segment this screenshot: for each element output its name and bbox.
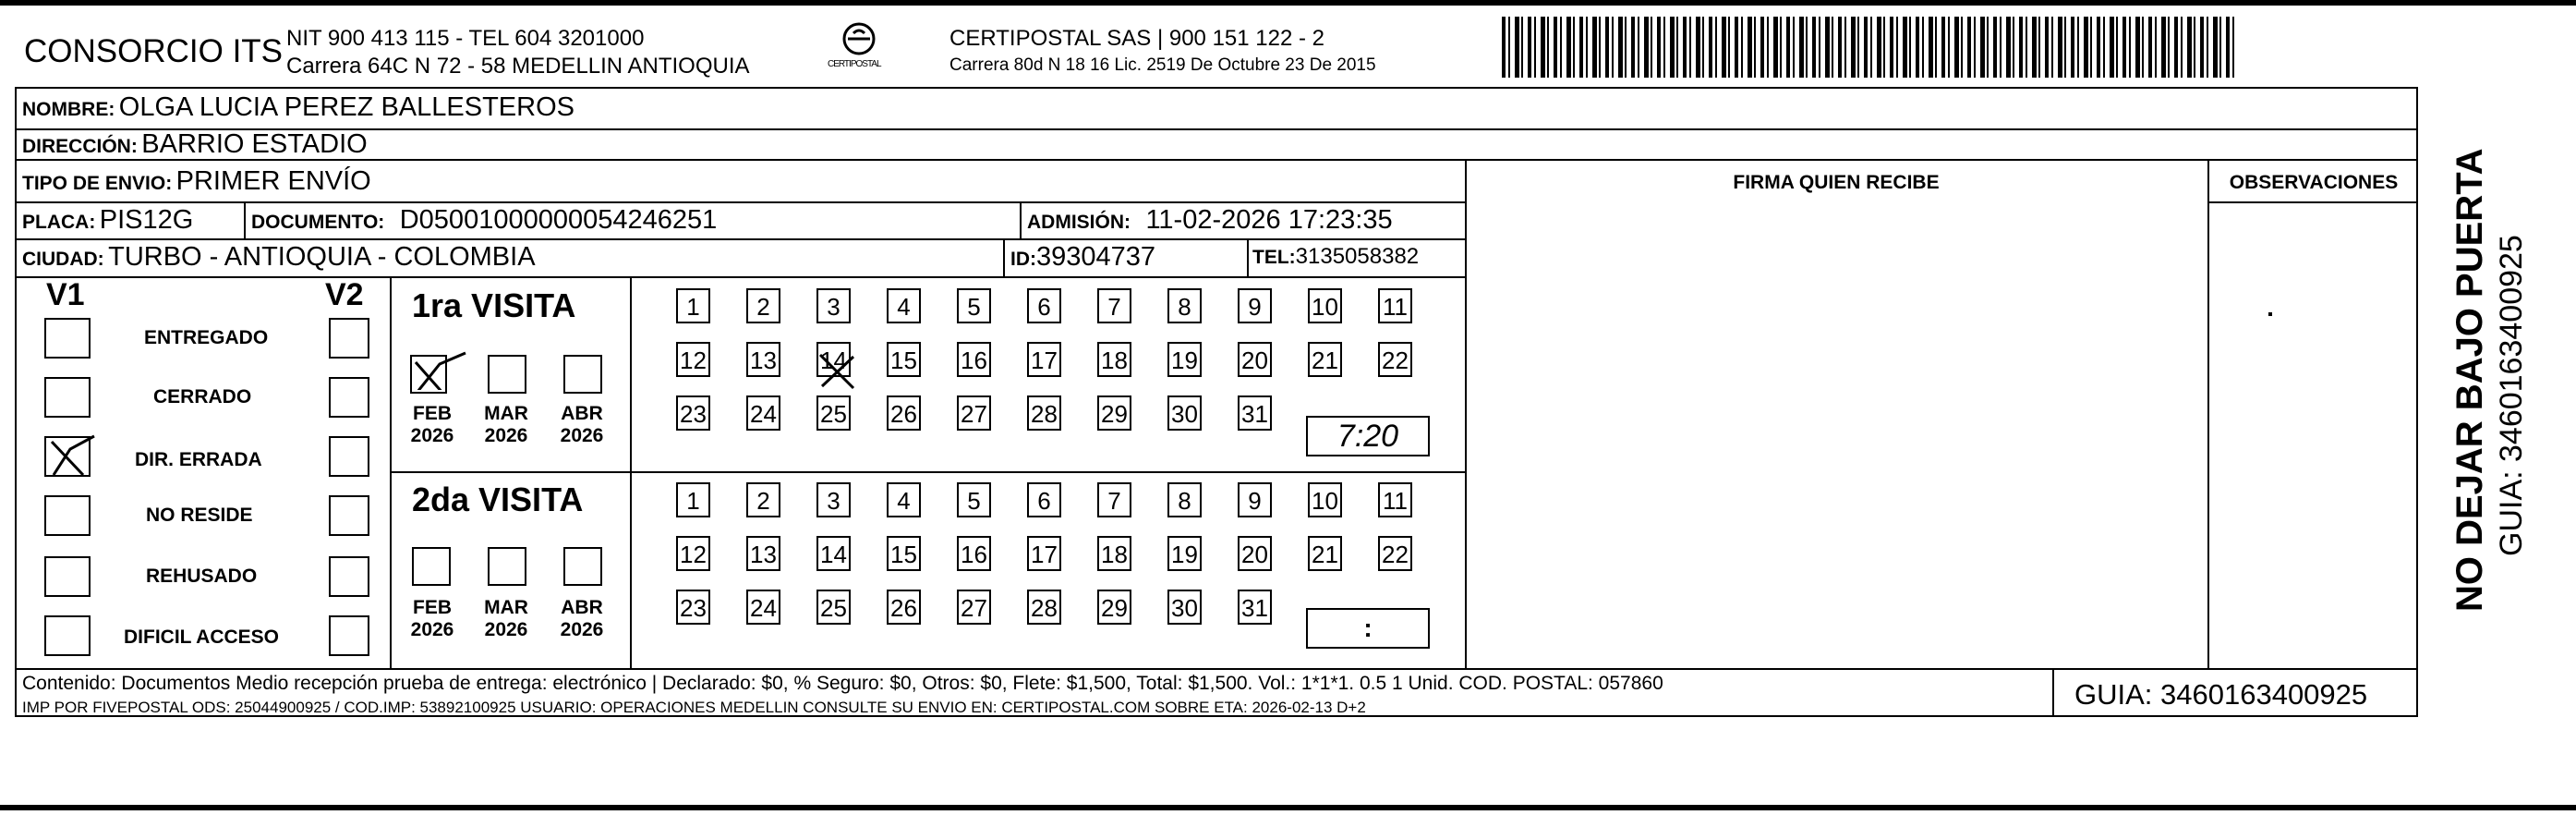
barcode — [1502, 17, 2236, 78]
v2-checkbox-dir-errada[interactable] — [329, 436, 369, 477]
visit-1-day-27[interactable]: 27 — [957, 395, 991, 431]
visit-1-day-8[interactable]: 8 — [1167, 288, 1202, 323]
month-label: FEB — [413, 403, 452, 424]
visit-2-day-27[interactable]: 27 — [957, 590, 991, 625]
status-label-dir-errada: DIR. ERRADA — [135, 449, 262, 470]
carrier-line-2: Carrera 80d N 18 16 Lic. 2519 De Octubre 23 De 2015 — [949, 55, 1376, 75]
footer-line-1: Contenido: Documentos Medio recepción prueba de entrega: electrónico | Declarado: $0, % Seguro: $0, Otros: $0, Flete: $1,500, Total: $1,500. Vol.: 1*1*1. 0.5 1 Unid. COD. POSTAL: 057860 — [22, 673, 1663, 694]
visit-1-day-26[interactable]: 26 — [887, 395, 921, 431]
visit-1-day-9[interactable]: 9 — [1238, 288, 1272, 323]
visit-2-day-23[interactable]: 23 — [676, 590, 710, 625]
visit-1-day-31[interactable]: 31 — [1238, 395, 1272, 431]
month-label: FEB — [413, 597, 452, 618]
tipo-label: TIPO DE ENVIO: — [22, 173, 173, 194]
visit-2-day-16[interactable]: 16 — [957, 536, 991, 571]
visit-1-month-feb-checkbox[interactable] — [410, 355, 447, 394]
visit-1-day-18[interactable]: 18 — [1097, 342, 1131, 377]
visit-1-day-12[interactable]: 12 — [676, 342, 710, 377]
company-line-1: NIT 900 413 115 - TEL 604 3201000 — [286, 26, 645, 51]
placa-row — [22, 205, 193, 236]
year-label: 2026 — [560, 425, 604, 446]
tipo-value: PRIMER ENVÍO — [175, 166, 371, 196]
visit-1-day-1[interactable]: 1 — [676, 288, 710, 323]
visit-1-month-abr-checkbox[interactable] — [563, 355, 602, 394]
visit-1-day-24[interactable]: 24 — [746, 395, 780, 431]
visit-2-month-abr-checkbox[interactable] — [563, 547, 602, 586]
documento-value: D05001000000054246251 — [399, 205, 718, 235]
visit-2-day-22[interactable]: 22 — [1378, 536, 1412, 571]
footer-guia: GUIA: 3460163400925 — [2074, 678, 2368, 711]
visit-2-day-30[interactable]: 30 — [1167, 590, 1202, 625]
visit-2-day-14[interactable]: 14 — [816, 536, 851, 571]
id-value: 39304737 — [1036, 242, 1156, 272]
visit-1-day-17[interactable]: 17 — [1027, 342, 1061, 377]
visit-1-day-5[interactable]: 5 — [957, 288, 991, 323]
visit-2-day-31[interactable]: 31 — [1238, 590, 1272, 625]
tel-value: 3135058382 — [1295, 244, 1420, 269]
visit-1-day-23[interactable]: 23 — [676, 395, 710, 431]
check-mark-icon — [42, 429, 98, 477]
status-label-dificil-acceso: DIFICIL ACCESO — [124, 626, 280, 648]
direccion-label: DIRECCIÓN: — [22, 136, 138, 157]
v1-checkbox-cerrado[interactable] — [44, 377, 91, 418]
visit-2-day-2[interactable]: 2 — [746, 482, 780, 517]
visit-2-day-29[interactable]: 29 — [1097, 590, 1131, 625]
carrier-line-1: CERTIPOSTAL SAS | 900 151 122 - 2 — [949, 26, 1324, 51]
visit-2-day-28[interactable]: 28 — [1027, 590, 1061, 625]
year-label: 2026 — [484, 425, 528, 446]
admision-row — [1027, 205, 1393, 236]
day-14-cross-icon — [816, 351, 857, 392]
visit-1-day-21[interactable]: 21 — [1308, 342, 1342, 377]
v2-checkbox-rehusado[interactable] — [329, 556, 369, 597]
visit-2-day-6[interactable]: 6 — [1027, 482, 1061, 517]
tel-row — [1252, 244, 1419, 270]
visit-2-day-19[interactable]: 19 — [1167, 536, 1202, 571]
year-label: 2026 — [410, 425, 454, 446]
top-rule — [0, 0, 2576, 6]
visit-1-day-6[interactable]: 6 — [1027, 288, 1061, 323]
visit-2-day-7[interactable]: 7 — [1097, 482, 1131, 517]
v2-checkbox-dificil-acceso[interactable] — [329, 615, 369, 656]
visit-1-day-14[interactable]: 14 — [816, 342, 851, 377]
footer-line-2: IMP POR FIVEPOSTAL ODS: 25044900925 / COD.IMP: 53892100925 USUARIO: OPERACIONES MEDELLIN CONSULTE SU ENVIO EN: CERTIPOSTAL.COM SOBRE ETA: 2026-02-13 D+2 — [22, 699, 1366, 716]
visit-2-day-17[interactable]: 17 — [1027, 536, 1061, 571]
v2-checkbox-entregado[interactable] — [329, 318, 369, 359]
ciudad-row — [22, 242, 536, 273]
visit-2-day-11[interactable]: 11 — [1378, 482, 1412, 517]
visit-1-month-abr — [554, 403, 610, 447]
year-label: 2026 — [560, 619, 604, 640]
side-warning: NO DEJAR BAJO PUERTA — [2449, 148, 2490, 612]
visit-2-day-15[interactable]: 15 — [887, 536, 921, 571]
visit-2-title: 2da VISITA — [412, 480, 584, 518]
year-label: 2026 — [484, 619, 528, 640]
visit-1-day-25[interactable]: 25 — [816, 395, 851, 431]
admision-value: 11-02-2026 17:23:35 — [1145, 205, 1393, 235]
visit-2-day-18[interactable]: 18 — [1097, 536, 1131, 571]
observaciones-header: OBSERVACIONES — [2229, 172, 2399, 193]
month-label: MAR — [484, 597, 528, 618]
visit-1-day-15[interactable]: 15 — [887, 342, 921, 377]
tipo-row — [22, 166, 371, 197]
v1-checkbox-dir-errada[interactable] — [44, 436, 91, 477]
visit-2-day-26[interactable]: 26 — [887, 590, 921, 625]
visit-2-month-mar-checkbox[interactable] — [488, 547, 526, 586]
visit-1-day-29[interactable]: 29 — [1097, 395, 1131, 431]
visit-1-time: 7:20 — [1336, 419, 1399, 454]
v1-checkbox-entregado[interactable] — [44, 318, 91, 359]
visit-2-month-feb-checkbox[interactable] — [412, 547, 451, 586]
visit-2-day-8[interactable]: 8 — [1167, 482, 1202, 517]
ciudad-value: TURBO - ANTIOQUIA - COLOMBIA — [108, 242, 536, 272]
visit-2-day-10[interactable]: 10 — [1308, 482, 1342, 517]
side-guia: GUIA: 3460163400925 — [2494, 235, 2529, 556]
status-label-entregado: ENTREGADO — [144, 327, 269, 348]
visit-1-day-10[interactable]: 10 — [1308, 288, 1342, 323]
placa-value: PIS12G — [99, 205, 194, 235]
month-label: ABR — [561, 403, 603, 424]
logo-text: CERTIPOSTAL — [828, 59, 881, 69]
visit-1-day-20[interactable]: 20 — [1238, 342, 1272, 377]
visit-2-month-abr — [554, 597, 610, 641]
year-label: 2026 — [410, 619, 454, 640]
visit-1-day-22[interactable]: 22 — [1378, 342, 1412, 377]
visit-2-day-3[interactable]: 3 — [816, 482, 851, 517]
v1-checkbox-no-reside[interactable] — [44, 495, 91, 536]
observaciones-mark — [2268, 312, 2272, 316]
visit-2-time: : — [1363, 614, 1373, 642]
visit-1-title: 1ra VISITA — [412, 286, 576, 324]
visit-1-day-4[interactable]: 4 — [887, 288, 921, 323]
v2-checkbox-cerrado[interactable] — [329, 377, 369, 418]
company-name: CONSORCIO ITS — [24, 33, 284, 69]
id-label: ID: — [1010, 249, 1036, 270]
visit-2-day-9[interactable]: 9 — [1238, 482, 1272, 517]
visit-1-day-28[interactable]: 28 — [1027, 395, 1061, 431]
visit-2-time-box[interactable] — [1306, 608, 1430, 649]
visit-1-day-2[interactable]: 2 — [746, 288, 780, 323]
check-mark-icon — [408, 344, 469, 390]
visit-1-day-30[interactable]: 30 — [1167, 395, 1202, 431]
nombre-row — [22, 92, 574, 123]
v1-header: V1 — [46, 277, 85, 312]
visit-2-day-24[interactable]: 24 — [746, 590, 780, 625]
visit-2-day-5[interactable]: 5 — [957, 482, 991, 517]
visit-2-month-mar — [478, 597, 534, 641]
month-label: MAR — [484, 403, 528, 424]
visit-1-day-7[interactable]: 7 — [1097, 288, 1131, 323]
month-label: ABR — [561, 597, 603, 618]
visit-1-day-3[interactable]: 3 — [816, 288, 851, 323]
visit-2-day-25[interactable]: 25 — [816, 590, 851, 625]
tel-label: TEL: — [1252, 247, 1296, 268]
id-row — [1010, 242, 1155, 273]
visit-1-month-mar — [478, 403, 534, 447]
status-label-cerrado: CERRADO — [153, 386, 252, 408]
visit-2-day-1[interactable]: 1 — [676, 482, 710, 517]
direccion-value: BARRIO ESTADIO — [141, 129, 368, 159]
documento-label: DOCUMENTO: — [251, 212, 385, 233]
direccion-row — [22, 129, 368, 160]
visit-1-day-11[interactable]: 11 — [1378, 288, 1412, 323]
visit-2-day-4[interactable]: 4 — [887, 482, 921, 517]
bottom-rule — [0, 805, 2576, 810]
visit-1-day-16[interactable]: 16 — [957, 342, 991, 377]
v1-checkbox-rehusado[interactable] — [44, 556, 91, 597]
visit-2-day-21[interactable]: 21 — [1308, 536, 1342, 571]
v2-header: V2 — [325, 277, 364, 312]
visit-1-month-feb — [405, 403, 460, 447]
documento-row — [251, 205, 717, 236]
v1-checkbox-dificil-acceso[interactable] — [44, 615, 91, 656]
nombre-label: NOMBRE: — [22, 99, 115, 120]
company-line-2: Carrera 64C N 72 - 58 MEDELLIN ANTIOQUIA — [286, 54, 750, 79]
visit-1-day-13[interactable]: 13 — [746, 342, 780, 377]
ciudad-label: CIUDAD: — [22, 249, 104, 270]
visit-2-month-feb — [405, 597, 460, 641]
v2-checkbox-no-reside[interactable] — [329, 495, 369, 536]
placa-label: PLACA: — [22, 212, 96, 233]
status-label-no-reside: NO RESIDE — [146, 505, 253, 526]
visit-1-month-mar-checkbox[interactable] — [488, 355, 526, 394]
admision-label: ADMISIÓN: — [1027, 212, 1131, 233]
firma-header: FIRMA QUIEN RECIBE — [1733, 172, 1940, 193]
visit-2-day-13[interactable]: 13 — [746, 536, 780, 571]
visit-2-day-20[interactable]: 20 — [1238, 536, 1272, 571]
nombre-value: OLGA LUCIA PEREZ BALLESTEROS — [118, 92, 574, 122]
visit-1-day-19[interactable]: 19 — [1167, 342, 1202, 377]
status-label-rehusado: REHUSADO — [146, 566, 258, 587]
visit-1-time-box[interactable] — [1306, 416, 1430, 456]
visit-2-day-12[interactable]: 12 — [676, 536, 710, 571]
